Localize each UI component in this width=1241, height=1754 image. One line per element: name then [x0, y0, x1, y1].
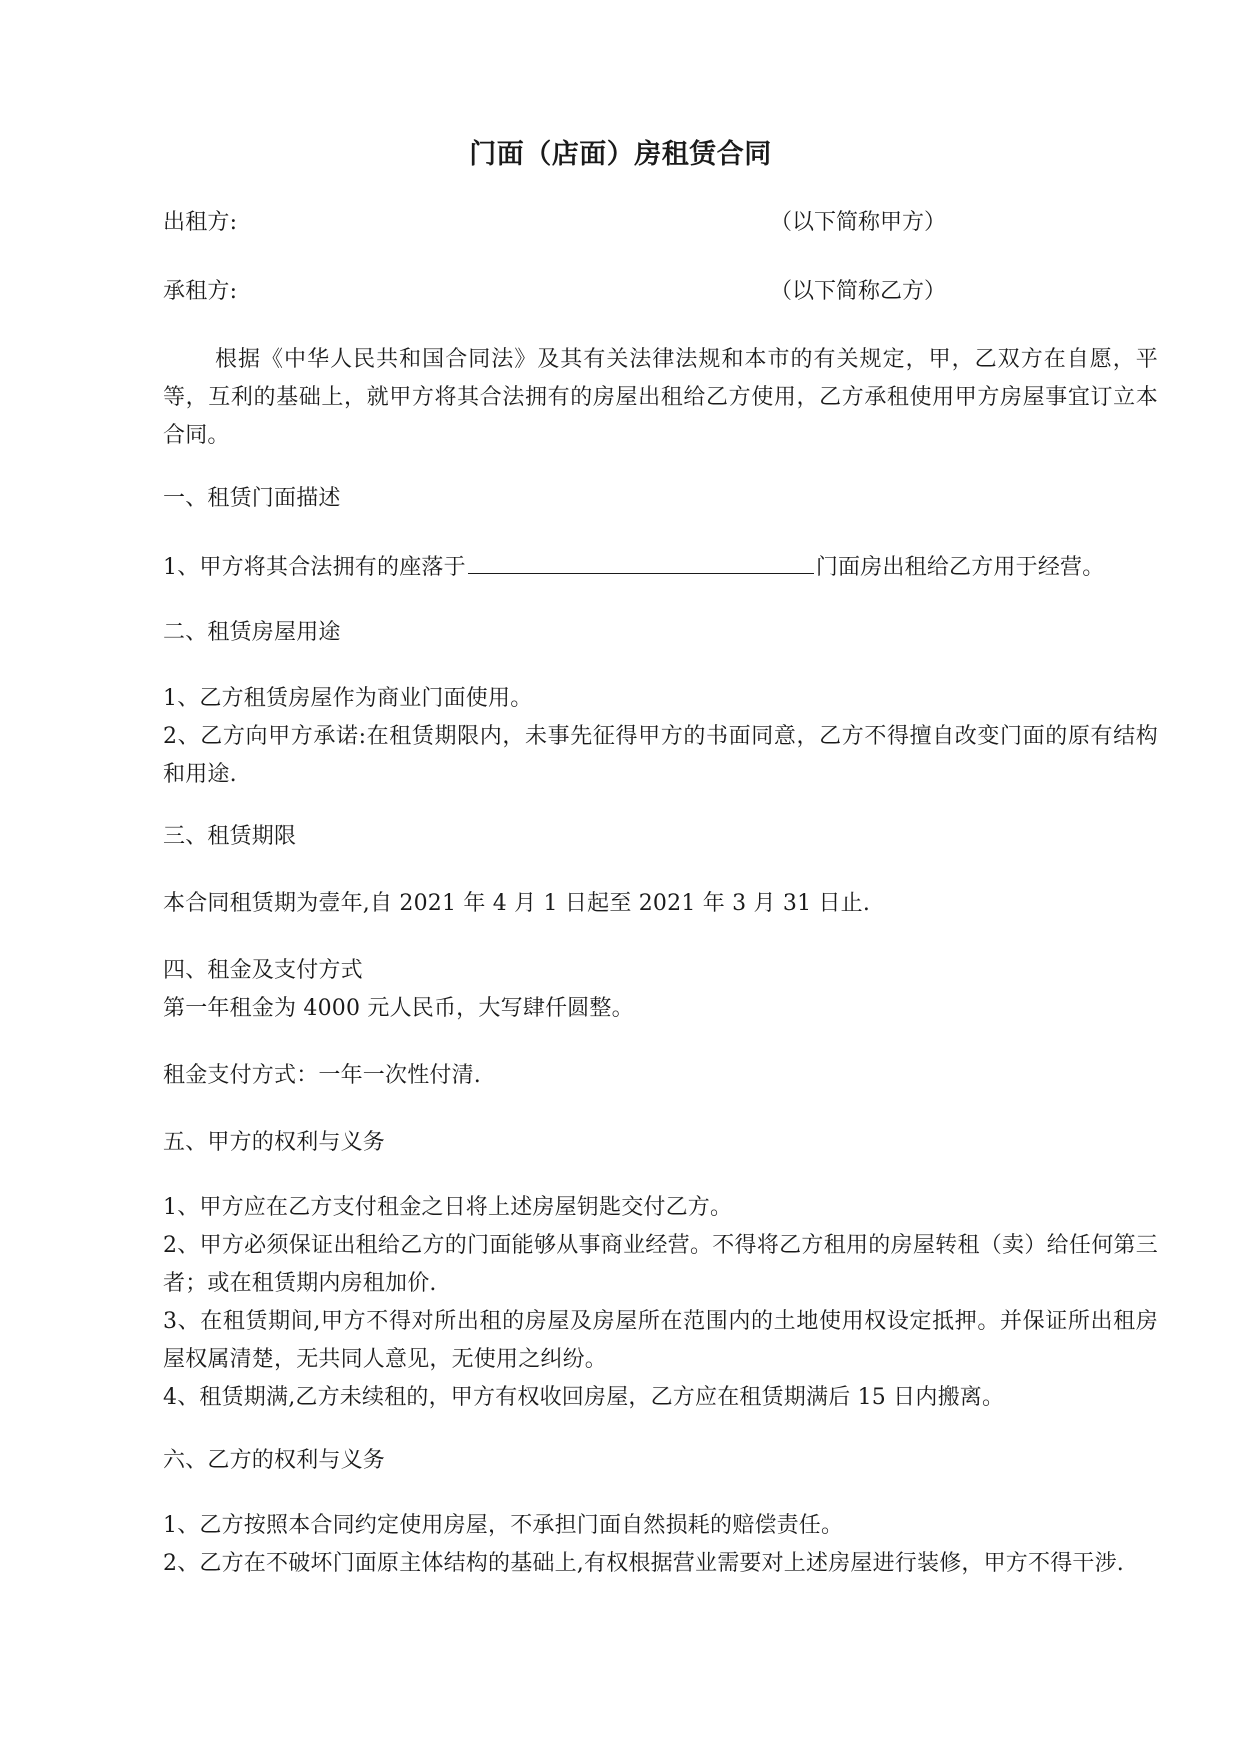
lessee-note: （以下简称乙方）: [770, 279, 947, 304]
section-4-payment: 租金支付方式：一年一次性付清.: [163, 1063, 481, 1088]
lessor-note: （以下简称甲方）: [770, 210, 947, 235]
section-3-heading: 三、租赁期限: [163, 824, 297, 849]
section-2-heading: 二、租赁房屋用途: [163, 620, 341, 645]
section-3-text: 本合同租赁期为壹年,自 2021 年 4 月 1 日起至 2021 年 3 月 31 日止.: [163, 891, 871, 916]
lessee-label: 承租方:: [163, 279, 238, 304]
section-5-item-3: 3、在租赁期间,甲方不得对所出租的房屋及房屋所在范围内的土地使用权设定抵押。并保证所出租房屋权属清楚，无共同人意见，无使用之纠纷。: [163, 1309, 1158, 1372]
section-6-item-1: 1、乙方按照本合同约定使用房屋，不承担门面自然损耗的赔偿责任。: [163, 1513, 844, 1538]
section-5-item-1: 1、甲方应在乙方支付租金之日将上述房屋钥匙交付乙方。: [163, 1195, 733, 1220]
section-1-item-1-prefix: 1、甲方将其合法拥有的座落于: [163, 555, 466, 580]
lessor-label: 出租方:: [163, 210, 238, 235]
section-5-item-2: 2、甲方必须保证出租给乙方的门面能够从事商业经营。不得将乙方租用的房屋转租（卖）给任何第三者；或在租赁期内房租加价.: [163, 1233, 1158, 1296]
section-2-item-2: 2、乙方向甲方承诺:在租赁期限内，未事先征得甲方的书面同意，乙方不得擅自改变门面的原有结构和用途.: [163, 724, 1158, 787]
preamble-paragraph: 根据《中华人民共和国合同法》及其有关法律法规和本市的有关规定，甲，乙双方在自愿，平等，互利的基础上，就甲方将其合法拥有的房屋出租给乙方使用，乙方承租使用甲方房屋事宜订立本合同。: [163, 347, 1158, 448]
document-title: 门面（店面）房租赁合同: [469, 139, 772, 170]
section-2-item-1: 1、乙方租赁房屋作为商业门面使用。: [163, 686, 533, 711]
section-1-item-1-suffix: 门面房出租给乙方用于经营。: [815, 555, 1105, 580]
section-5-item-4: 4、租赁期满,乙方未续租的，甲方有权收回房屋，乙方应在租赁期满后 15 日内搬离。: [163, 1385, 1005, 1410]
section-5-heading: 五、甲方的权利与义务: [163, 1130, 386, 1155]
section-1-heading: 一、租赁门面描述: [163, 486, 341, 511]
section-6-heading: 六、乙方的权利与义务: [163, 1448, 386, 1473]
section-1-item-1: [163, 551, 1104, 583]
section-6-item-2: 2、乙方在不破坏门面原主体结构的基础上,有权根据营业需要对上述房屋进行装修，甲方不得干涉.: [163, 1551, 1124, 1576]
section-4-heading: 四、租金及支付方式: [163, 958, 363, 983]
section-4-rent: 第一年租金为 4000 元人民币，大写肆仟圆整。: [163, 996, 634, 1021]
address-blank-line[interactable]: [468, 551, 814, 574]
